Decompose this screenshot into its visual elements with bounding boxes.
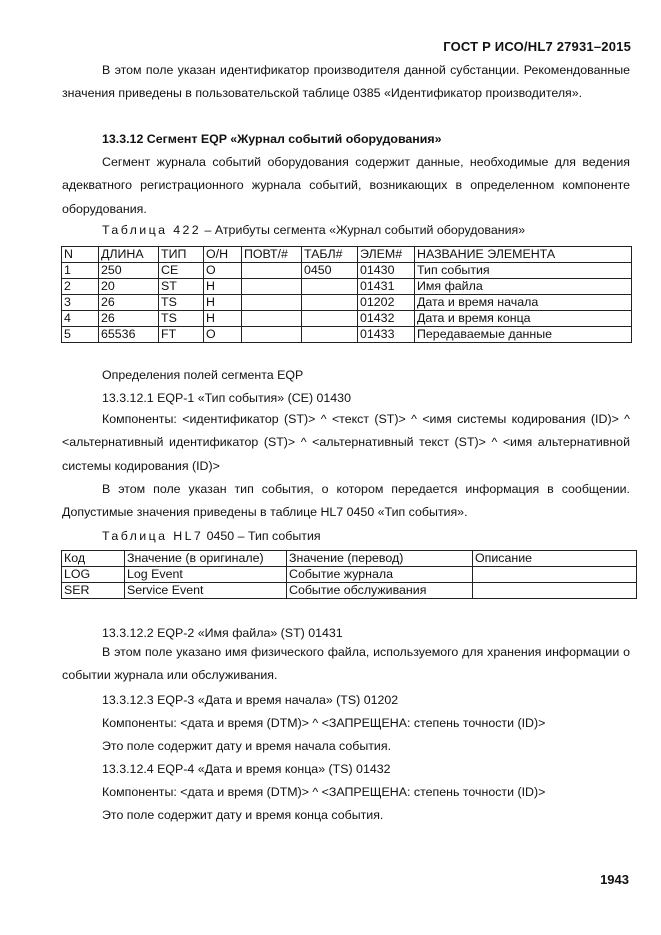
- field-eqp2-description: В этом поле указано имя физического файла, используемого для хранения информации о событии журнала или обслуживания.: [62, 645, 630, 683]
- table-cell: 01202: [358, 295, 415, 311]
- table-cell: Тип события: [415, 263, 632, 279]
- table-cell: O: [204, 327, 242, 343]
- field-eqp1-description: В этом поле указан тип события, о котором передается информация в сообщении. Допустимые значения приведены в таблице HL7 0450 «Тип события».: [62, 482, 630, 520]
- table-cell: [242, 327, 302, 343]
- table-cell: 1: [62, 263, 99, 279]
- table-cell: 01432: [358, 311, 415, 327]
- document-header: ГОСТ Р ИСО/HL7 27931–2015: [443, 39, 631, 54]
- field-eqp4-components: Компоненты: <дата и время (DTM)> ^ <ЗАПРЕЩЕНА: степень точности (ID)>: [102, 785, 546, 799]
- table-cell: [473, 583, 637, 599]
- table-caption-422: [102, 222, 525, 238]
- table-row: [62, 567, 637, 583]
- table-cell: 26: [99, 311, 159, 327]
- table-cell: Событие обслуживания: [287, 583, 473, 599]
- table-cell: 250: [99, 263, 159, 279]
- table-cell: Передаваемые данные: [415, 327, 632, 343]
- paragraph-manufacturer-id: В этом поле указан идентификатор производителя данной субстанции. Рекомендованные значения приведены в пользовательской таблице 0385 «Идентификатор производителя».: [62, 63, 630, 101]
- table-cell: SER: [62, 583, 125, 599]
- table-header-cell: НАЗВАНИЕ ЭЛЕМЕНТА: [415, 247, 632, 263]
- field-eqp2-title: 13.3.12.2 EQP-2 «Имя файла» (ST) 01431: [102, 626, 343, 640]
- table-row: [62, 263, 632, 279]
- table-cell: CE: [159, 263, 204, 279]
- field-eqp1-title: 13.3.12.1 EQP-1 «Тип события» (CE) 01430: [102, 391, 351, 405]
- page-number: 1943: [600, 872, 629, 887]
- table-cell: H: [204, 295, 242, 311]
- table-cell: 2: [62, 279, 99, 295]
- table-cell: 01430: [358, 263, 415, 279]
- table-row: [62, 279, 632, 295]
- table-cell: TS: [159, 311, 204, 327]
- field-eqp4-description: Это поле содержит дату и время конца события.: [102, 808, 384, 822]
- table-row: [62, 295, 632, 311]
- table-row: [62, 327, 632, 343]
- table-header-row: [62, 551, 637, 567]
- table-cell: 3: [62, 295, 99, 311]
- table-row: [62, 311, 632, 327]
- table-header-row: [62, 247, 632, 263]
- table-cell: [302, 327, 358, 343]
- table-cell: 20: [99, 279, 159, 295]
- table-header-cell: Значение (перевод): [287, 551, 473, 567]
- table-cell: 4: [62, 311, 99, 327]
- table-cell: Service Event: [125, 583, 287, 599]
- table-cell: 0450: [302, 263, 358, 279]
- table-header-cell: ТИП: [159, 247, 204, 263]
- table-header-cell: О/Н: [204, 247, 242, 263]
- field-definitions-heading: Определения полей сегмента EQP: [102, 368, 304, 382]
- table-cell: [473, 567, 637, 583]
- field-eqp3-title: 13.3.12.3 EQP-3 «Дата и время начала» (TS) 01202: [102, 693, 399, 707]
- table-header-cell: N: [62, 247, 99, 263]
- table-cell: Имя файла: [415, 279, 632, 295]
- table-cell: [302, 295, 358, 311]
- table-header-cell: ЭЛЕМ#: [358, 247, 415, 263]
- table-cell: [242, 263, 302, 279]
- table-header-cell: ТАБЛ#: [302, 247, 358, 263]
- field-eqp3-components: Компоненты: <дата и время (DTM)> ^ <ЗАПРЕЩЕНА: степень точности (ID)>: [102, 716, 546, 730]
- paragraph-segment-description: Сегмент журнала событий оборудования содержит данные, необходимые для ведения адекватного регистрационного журнала событий, возникающих в определенном компоненте оборудования.: [62, 155, 630, 216]
- field-eqp1-components: Компоненты: <идентификатор (ST)> ^ <текст (ST)> ^ <имя системы кодирования (ID)> ^ <альтернативный идентификатор (ST)> ^ <альтернативный текст (ST)> ^ <имя альтернативной системы кодирования (ID)>: [62, 412, 630, 473]
- table-cell: 01433: [358, 327, 415, 343]
- table-caption-label: Таблица 422: [102, 223, 202, 237]
- table-cell: [302, 279, 358, 295]
- hl7-event-type-table: [61, 550, 637, 599]
- table-header-cell: Описание: [473, 551, 637, 567]
- field-eqp4-title: 13.3.12.4 EQP-4 «Дата и время конца» (TS) 01432: [102, 762, 391, 776]
- table-cell: [242, 311, 302, 327]
- field-eqp3-description: Это поле содержит дату и время начала события.: [102, 739, 392, 753]
- table-header-cell: Код: [62, 551, 125, 567]
- table-caption-hl7-0450: [102, 528, 321, 544]
- table-cell: [302, 311, 358, 327]
- table-cell: 65536: [99, 327, 159, 343]
- table-header-cell: ПОВТ/#: [242, 247, 302, 263]
- table-cell: [242, 279, 302, 295]
- table-cell: ST: [159, 279, 204, 295]
- segment-attributes-table: [61, 246, 632, 343]
- table-header-cell: Значение (в оригинале): [125, 551, 287, 567]
- table-cell: 01431: [358, 279, 415, 295]
- table-cell: H: [204, 279, 242, 295]
- table-cell: 26: [99, 295, 159, 311]
- table-caption-text: 0450 – Тип события: [203, 529, 321, 543]
- table-cell: FT: [159, 327, 204, 343]
- table-cell: [242, 295, 302, 311]
- table-cell: Log Event: [125, 567, 287, 583]
- table-row: [62, 583, 637, 599]
- table-cell: Событие журнала: [287, 567, 473, 583]
- table-cell: Дата и время начала: [415, 295, 632, 311]
- table-caption-text: – Атрибуты сегмента «Журнал событий оборудования»: [201, 223, 526, 237]
- table-cell: 5: [62, 327, 99, 343]
- table-cell: O: [204, 263, 242, 279]
- table-cell: H: [204, 311, 242, 327]
- table-header-cell: ДЛИНА: [99, 247, 159, 263]
- table-cell: Дата и время конца: [415, 311, 632, 327]
- table-cell: LOG: [62, 567, 125, 583]
- section-heading-eqp: 13.3.12 Сегмент EQP «Журнал событий оборудования»: [102, 132, 442, 146]
- table-caption-label: Таблица HL7: [102, 529, 204, 543]
- table-cell: TS: [159, 295, 204, 311]
